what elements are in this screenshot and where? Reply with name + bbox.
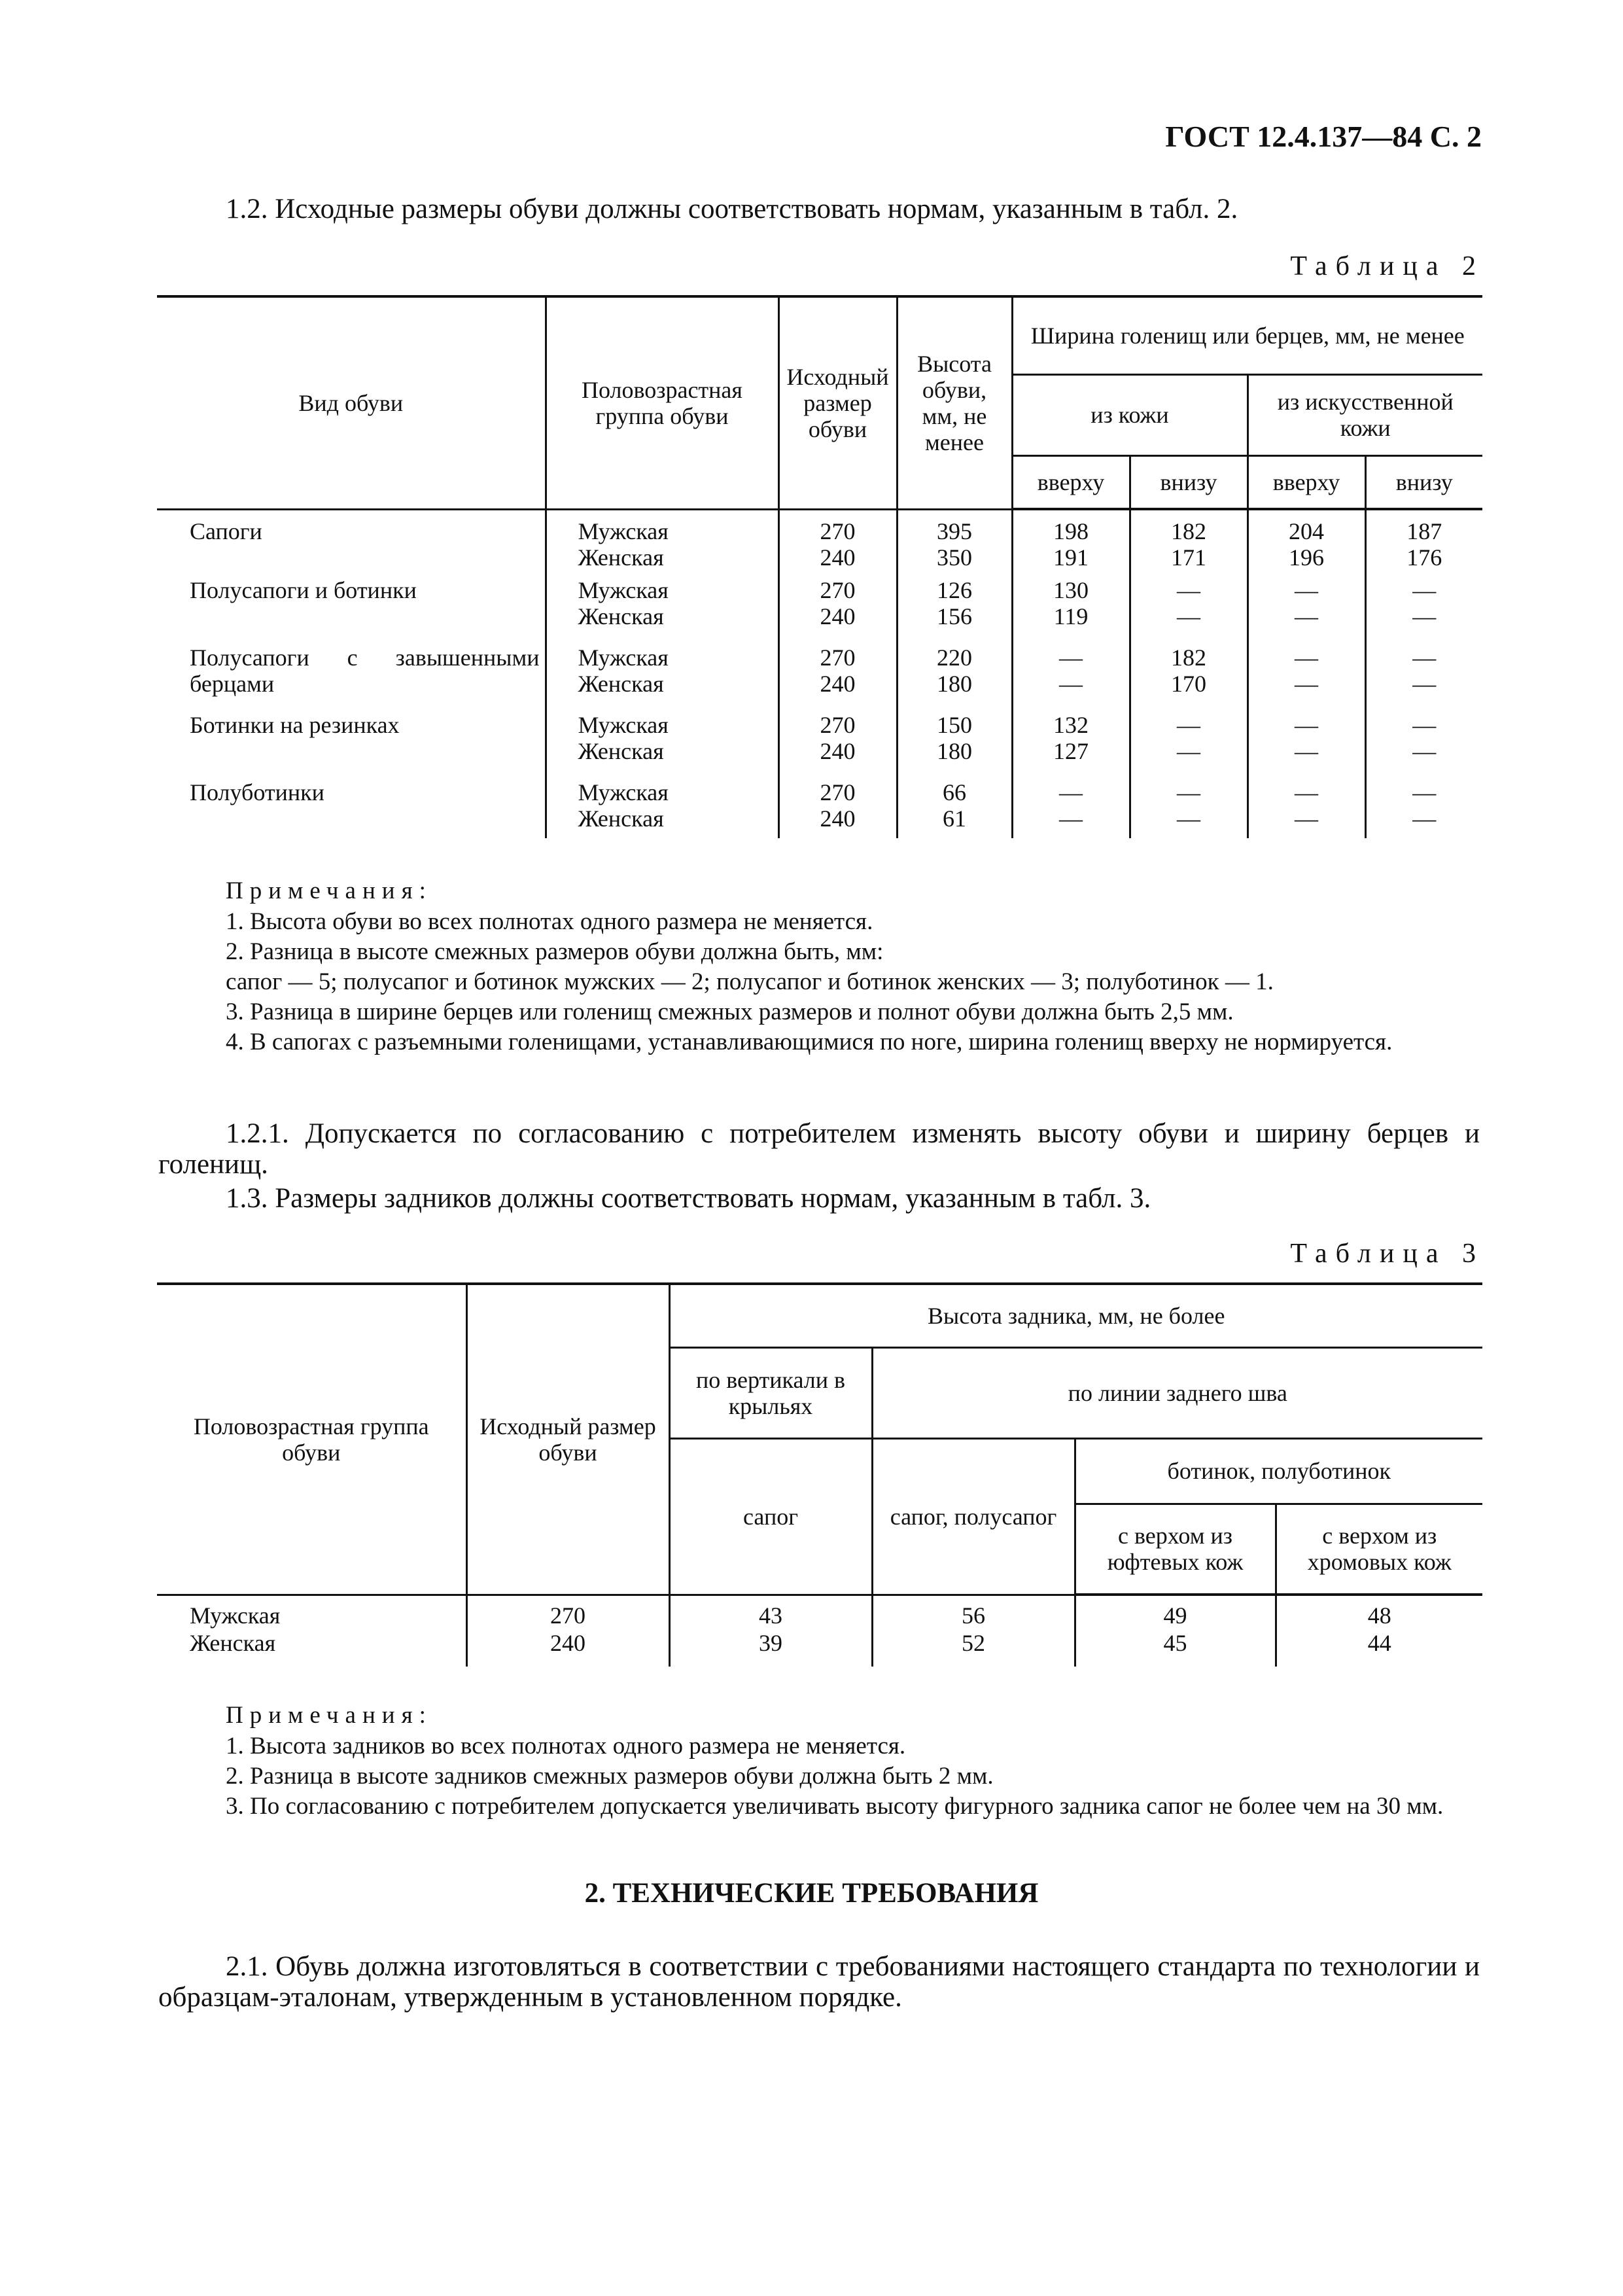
row-leather-top: — —	[1012, 779, 1130, 838]
note-item: 2. Разница в высоте смежных размеров обуви должна быть, мм:	[226, 938, 884, 965]
table-3-body	[157, 1595, 1482, 1667]
table-2	[157, 295, 1482, 838]
row-size: 270 240	[778, 712, 897, 779]
col-chrome: с верхом из хромовых кож	[1276, 1504, 1482, 1595]
note-item: 1. Высота задников во всех полнотах одного размера не меняется.	[226, 1733, 906, 1759]
table-2-body	[157, 509, 1482, 838]
col-shoes: ботинок, полуботинок	[1075, 1438, 1482, 1504]
row-height: 66 61	[897, 779, 1012, 838]
table-row	[157, 779, 1482, 838]
section-2-title: 2. ТЕХНИЧЕСКИЕ ТРЕБОВАНИЯ	[584, 1878, 1039, 1909]
row-artificial-bottom: — —	[1365, 779, 1482, 838]
row-kind: Сапоги	[157, 509, 546, 577]
table-row	[157, 1595, 1482, 1630]
col-boots: сапог	[669, 1438, 872, 1595]
col-yuft: с верхом из юфтевых кож	[1075, 1504, 1276, 1595]
table-row	[157, 1630, 1482, 1667]
col-leather: из кожи	[1012, 374, 1248, 455]
table-2-caption: Таблица 2	[1290, 251, 1484, 281]
row-artificial-top: — —	[1248, 712, 1365, 779]
row-group: Мужская Женская	[546, 712, 778, 779]
table-3-caption: Таблица 3	[1290, 1239, 1484, 1269]
row-size: 270 240	[778, 509, 897, 577]
row-chrome: 44	[1276, 1630, 1482, 1667]
paragraph-1-2: 1.2. Исходные размеры обуви должны соответствовать нормам, указанным в табл. 2.	[226, 194, 1238, 224]
row-artificial-top: — —	[1248, 577, 1365, 645]
note-item: 3. По согласованию с потребителем допускается увеличивать высоту фигурного задника сапог не более чем на 30 мм.	[226, 1793, 1444, 1820]
row-size: 270 240	[778, 779, 897, 838]
row-height: 126 156	[897, 577, 1012, 645]
row-artificial-bottom: — —	[1365, 712, 1482, 779]
row-height: 395 350	[897, 509, 1012, 577]
row-leather-top: 198 191	[1012, 509, 1130, 577]
col-artificial-top: вверху	[1248, 455, 1365, 509]
row-leather-top: — —	[1012, 645, 1130, 712]
row-kind: Полусапоги и ботинки	[157, 577, 546, 645]
col-size: Исходный размер обуви	[778, 296, 897, 509]
row-vertical: 43	[669, 1595, 872, 1630]
row-yuft: 45	[1075, 1630, 1276, 1667]
row-vertical: 39	[669, 1630, 872, 1667]
table-row	[157, 577, 1482, 645]
row-leather-top: 132 127	[1012, 712, 1130, 779]
table-3-notes-title: Примечания:	[226, 1702, 432, 1729]
note-item: 1. Высота обуви во всех полнотах одного размера не меняется.	[226, 908, 873, 935]
paragraph-1-2-1: 1.2.1. Допускается по согласованию с потребителем изменять высоту обуви и ширину берцев и голенищ.	[158, 1118, 1480, 1180]
row-seam: 56	[872, 1595, 1075, 1630]
col-artificial-bottom: внизу	[1365, 455, 1482, 509]
row-group: Мужская Женская	[546, 779, 778, 838]
row-group: Мужская Женская	[546, 509, 778, 577]
row-leather-bottom: — —	[1130, 712, 1248, 779]
table-2-notes	[158, 907, 1473, 1057]
col-leather-top: вверху	[1012, 455, 1130, 509]
row-leather-bottom: — —	[1130, 577, 1248, 645]
table-3	[157, 1282, 1482, 1667]
row-artificial-top: — —	[1248, 779, 1365, 838]
row-chrome: 48	[1276, 1595, 1482, 1630]
table-3-notes	[158, 1731, 1473, 1822]
col-kind: Вид обуви	[157, 296, 546, 509]
col-heel-height: Высота задника, мм, не более	[669, 1284, 1482, 1347]
col-leather-bottom: внизу	[1130, 455, 1248, 509]
col-width: Ширина голенищ или берцев, мм, не менее	[1012, 296, 1482, 374]
row-artificial-bottom: — —	[1365, 577, 1482, 645]
row-height: 150 180	[897, 712, 1012, 779]
row-artificial-bottom: — —	[1365, 645, 1482, 712]
table-2-notes-title: Примечания:	[226, 877, 432, 904]
row-artificial-top: 204 196	[1248, 509, 1365, 577]
row-leather-bottom: 182 170	[1130, 645, 1248, 712]
row-seam: 52	[872, 1630, 1075, 1667]
note-item: сапог — 5; полусапог и ботинок мужских — 2; полусапог и ботинок женских — 3; полуботинок — 1.	[226, 968, 1274, 995]
row-height: 220 180	[897, 645, 1012, 712]
note-item: 4. В сапогах с разъемными голенищами, устанавливающимися по ноге, ширина голенищ вверху не нормируется.	[226, 1029, 1393, 1055]
note-item: 3. Разница в ширине берцев или голенищ смежных размеров и полнот обуви должна быть 2,5 мм.	[226, 998, 1234, 1025]
row-artificial-top: — —	[1248, 645, 1365, 712]
row-group: Мужская	[157, 1595, 466, 1630]
col-boots-half: сапог, полусапог	[872, 1438, 1075, 1595]
row-leather-top: 130 119	[1012, 577, 1130, 645]
row-kind: Полусапоги с завышенными берцами	[157, 645, 546, 712]
row-group: Мужская Женская	[546, 577, 778, 645]
col-vertical: по вертикали в крыльях	[669, 1347, 872, 1438]
row-size: 240	[466, 1630, 669, 1667]
paragraph-2-1: 2.1. Обувь должна изготовляться в соответствии с требованиями настоящего стандарта по технологии и образцам-эталонам, утвержденным в установленном порядке.	[158, 1951, 1480, 2013]
paragraph-1-3: 1.3. Размеры задников должны соответствовать нормам, указанным в табл. 3.	[226, 1183, 1151, 1214]
col-group: Половозрастная группа обуви	[157, 1284, 466, 1595]
col-group: Половозрастная группа обуви	[546, 296, 778, 509]
row-size: 270 240	[778, 577, 897, 645]
row-kind: Полуботинки	[157, 779, 546, 838]
col-height: Высота обуви, мм, не менее	[897, 296, 1012, 509]
row-size: 270 240	[778, 645, 897, 712]
row-kind: Ботинки на резинках	[157, 712, 546, 779]
row-leather-bottom: 182 171	[1130, 509, 1248, 577]
row-yuft: 49	[1075, 1595, 1276, 1630]
row-group: Мужская Женская	[546, 645, 778, 712]
col-size: Исходный размер обуви	[466, 1284, 669, 1595]
document-header: ГОСТ 12.4.137—84 С. 2	[1165, 120, 1482, 153]
table-row	[157, 712, 1482, 779]
table-row	[157, 509, 1482, 577]
row-leather-bottom: — —	[1130, 779, 1248, 838]
note-item: 2. Разница в высоте задников смежных размеров обуви должна быть 2 мм.	[226, 1763, 994, 1790]
row-group: Женская	[157, 1630, 466, 1667]
col-artificial: из искусственной кожи	[1248, 374, 1482, 455]
row-size: 270	[466, 1595, 669, 1630]
col-seam: по линии заднего шва	[872, 1347, 1482, 1438]
row-artificial-bottom: 187 176	[1365, 509, 1482, 577]
table-row	[157, 645, 1482, 712]
